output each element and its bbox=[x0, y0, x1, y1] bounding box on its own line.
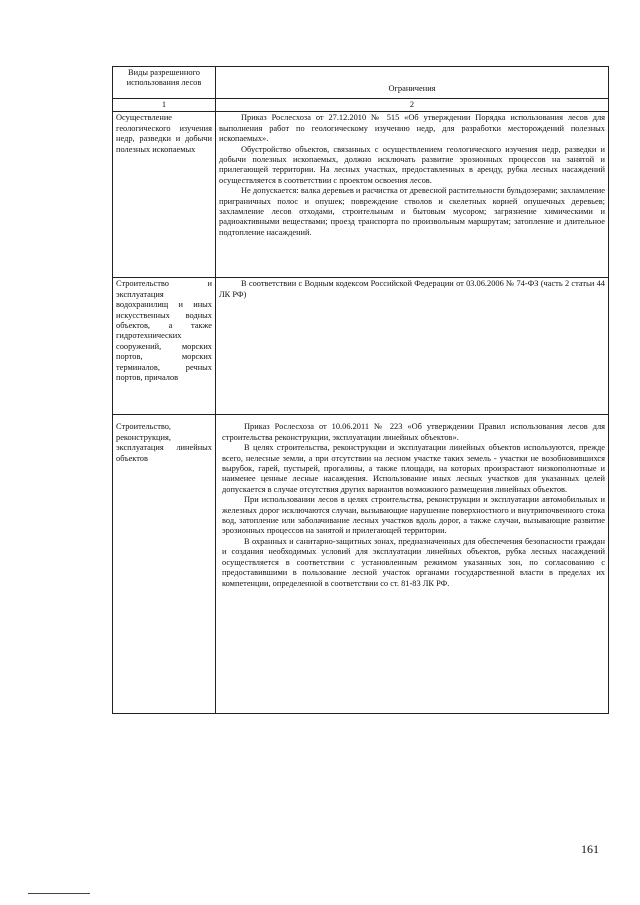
column-number-row bbox=[113, 99, 609, 112]
row-limits bbox=[216, 415, 609, 714]
paragraph: Приказ Рослесхоза от 10.06.2011 № 223 «Об утверждении Правил использования лесов для строительства реконструкции, эксплуатации линейных объектов». bbox=[222, 422, 605, 442]
row-kind: Строительство, реконструкция, эксплуатация линейных объектов bbox=[113, 415, 216, 714]
header-limits: Ограничения bbox=[216, 67, 609, 99]
paragraph: Не допускается: валка деревьев и расчистка от древесной растительности бульдозерами; захламление приграничных полос и опушек; повреждение стволов и скелетных корней опушечных деревьев; захламление лесов отходами, строительным и бытовым мусором; загрязнение химическими и радиоактивными веществами; проезд транспорта по произвольным маршрутам; затопление и длительное подтопление насаждений. bbox=[219, 186, 605, 237]
paragraph: При использовании лесов в целях строительства, реконструкции и эксплуатации автомобильных и железных дорог исключаются случаи, вызывающие нарушение поверхностного и внутрипочвенного стока вод, затопление или заболачивание лесных участков вдоль дорог, а также случаи, вызывающие развитие эрозионных процессов на занятой и прилегающей территории. bbox=[222, 495, 605, 536]
table-row bbox=[113, 278, 609, 415]
row-limits bbox=[216, 112, 609, 278]
paragraph: Приказ Рослесхоза от 27.12.2010 № 515 «Об утверждении Порядка использования лесов для выполнения работ по геологическому изучению недр, для разработки месторождений полезных ископаемых». bbox=[219, 113, 605, 144]
row-kind: Строительство и эксплуатация водохранилищ и иных искусственных водных объектов, а также гидротехнических сооружений, морских портов, морских терминалов, речных портов, причалов bbox=[113, 278, 216, 415]
header-kind: Виды разрешенного использования лесов bbox=[113, 67, 216, 99]
paragraph: В целях строительства, реконструкции и эксплуатации линейных объектов используются, прежде всего, нелесные земли, а при отсутствии на лесном участке таких земель - участки не возобновившихся вырубок, гарей, пустырей, прогалины, а также площади, на которых произрастают низкополнотные и наименее ценные лесные насаждения. Использование иных лесных участков для указанных целей допускается в случае отсутствия других вариантов возможного размещения линейных объектов. bbox=[222, 443, 605, 494]
column-number-1: 1 bbox=[113, 99, 216, 112]
table-row bbox=[113, 415, 609, 714]
row-kind: Осуществление геологического изучения недр, разведки и добычи полезных ископаемых bbox=[113, 112, 216, 278]
footer-rule bbox=[28, 893, 90, 894]
paragraph: Обустройство объектов, связанных с осуществлением геологического изучения недр, разведки и добычи полезных ископаемых, должно исключать развитие эрозионных процессов на занятой и прилегающей территории. На лесных участках, предоставленных в аренду, рубка лесных насаждений осуществляется в соответствии с проектом освоения лесов. bbox=[219, 144, 605, 185]
page-number: 161 bbox=[581, 842, 599, 856]
column-number-2: 2 bbox=[216, 99, 609, 112]
row-limits bbox=[216, 278, 609, 415]
paragraph: В охранных и санитарно-защитных зонах, предназначенных для обеспечения безопасности граждан и создания необходимых условий для эксплуатации линейных объектов, рубка лесных насаждений осуществляется в соответствии с установленным режимом указанных зон, по согласованию с предоставившими в пользование лесной участок органами государственной власти в пределах их компетенции, определенной в соответствии со ст. 81-83 ЛК РФ. bbox=[222, 536, 605, 588]
restrictions-table bbox=[112, 66, 609, 714]
table-row bbox=[113, 112, 609, 278]
table-header-row bbox=[113, 67, 609, 99]
paragraph: В соответствии с Водным кодексом Российской Федерации от 03.06.2006 № 74-ФЗ (часть 2 статьи 44 ЛК РФ) bbox=[219, 279, 605, 299]
